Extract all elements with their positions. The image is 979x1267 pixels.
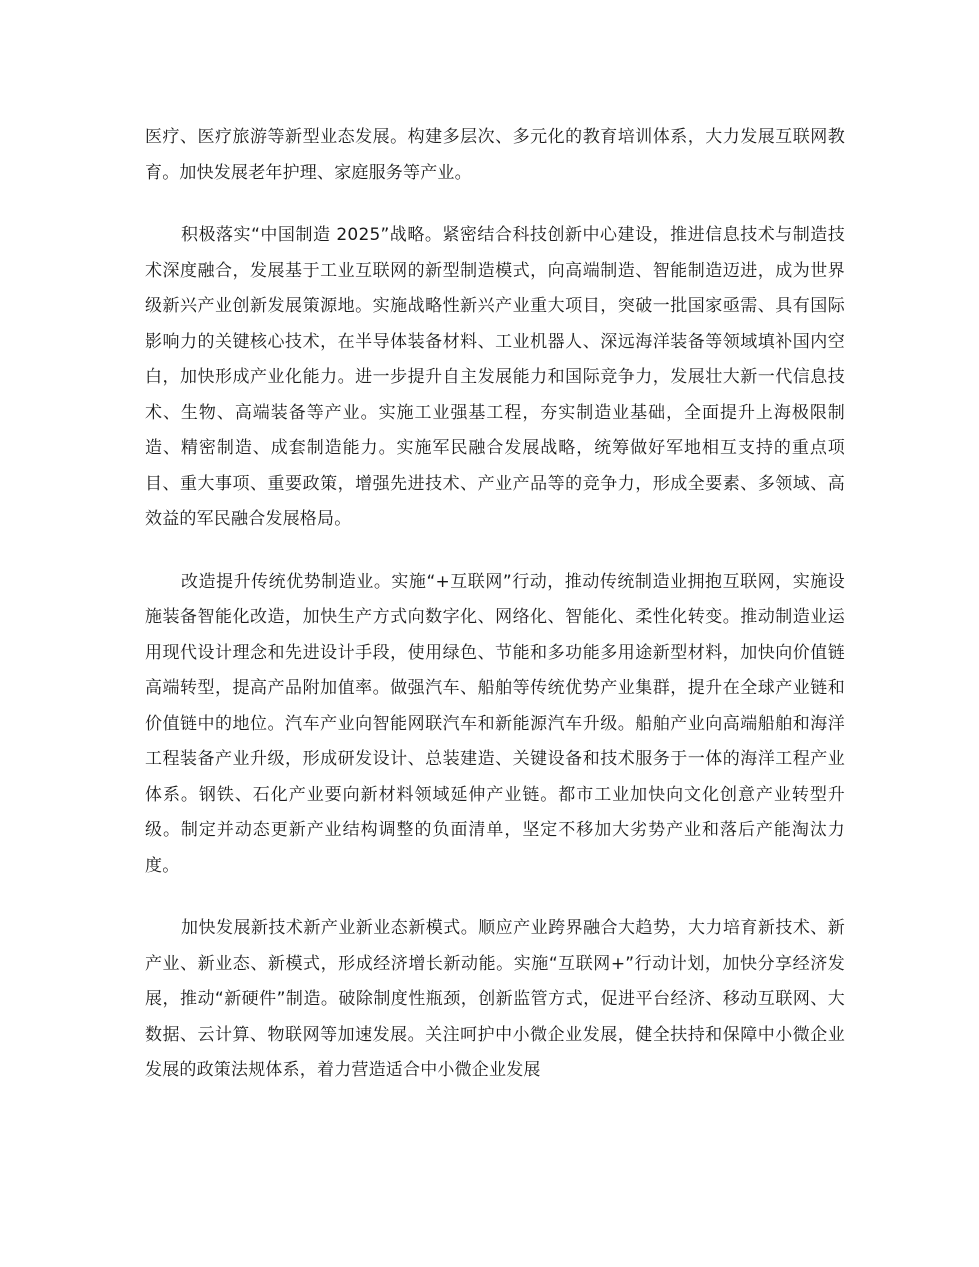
paragraph-made-in-china-2025: 积极落实“中国制造 2025”战略。紧密结合科技创新中心建设，推进信息技术与制造技术深度融合，发展基于工业互联网的新型制造模式，向高端制造、智能制造迈进，成为世界级新兴产业创新发展策源地。实施战略性新兴产业重大项目，突破一批国家亟需、具有国际影响力的关键核心技术，在半导体装备材料、工业机器人、深远海洋装备等领域填补国内空白，加快形成产业化能力。进一步提升自主发展能力和国际竞争力，发展壮大新一代信息技术、生物、高端装备等产业。实施工业强基工程，夯实制造业基础，全面提升上海极限制造、精密制造、成套制造能力。实施军民融合发展战略，统筹做好军地相互支持的重点项目、重大事项、重要政策，增强先进技术、产业产品等的竞争力，形成全要素、多领域、高效益的军民融合发展格局。 xyxy=(145,225,845,529)
paragraph-traditional-manufacturing: 改造提升传统优势制造业。实施“+互联网”行动，推动传统制造业拥抱互联网，实施设施装备智能化改造，加快生产方式向数字化、网络化、智能化、柔性化转变。推动制造业运用现代设计理念和先进设计手段，使用绿色、节能和多功能多用途新型材料，加快向价值链高端转型，提高产品附加值率。做强汽车、船舶等传统优势产业集群，提升在全球产业链和价值链中的地位。汽车产业向智能网联汽车和新能源汽车升级。船舶产业向高端船舶和海洋工程装备产业升级，形成研发设计、总装建造、关键设备和技术服务于一体的海洋工程产业体系。钢铁、石化产业要向新材料领域延伸产业链。都市工业加快向文化创意产业转型升级。制定并动态更新产业结构调整的负面清单，坚定不移加大劣势产业和落后产能淘汰力度。 xyxy=(145,571,845,876)
paragraph-new-technologies: 加快发展新技术新产业新业态新模式。顺应产业跨界融合大趋势，大力培育新技术、新产业、新业态、新模式，形成经济增长新动能。实施“互联网+”行动计划，加快分享经济发展，推动“新硬件”制造。破除制度性瓶颈，创新监管方式，促进平台经济、移动互联网、大数据、云计算、物联网等加速发展。关注呵护中小微企业发展，健全扶持和保障中小微企业发展的政策法规体系，着力营造适合中小微企业发展 xyxy=(145,918,845,1080)
document-body xyxy=(145,120,845,1089)
paragraph-continuation: 医疗、医疗旅游等新型业态发展。构建多层次、多元化的教育培训体系，大力发展互联网教育。加快发展老年护理、家庭服务等产业。 xyxy=(145,127,845,183)
